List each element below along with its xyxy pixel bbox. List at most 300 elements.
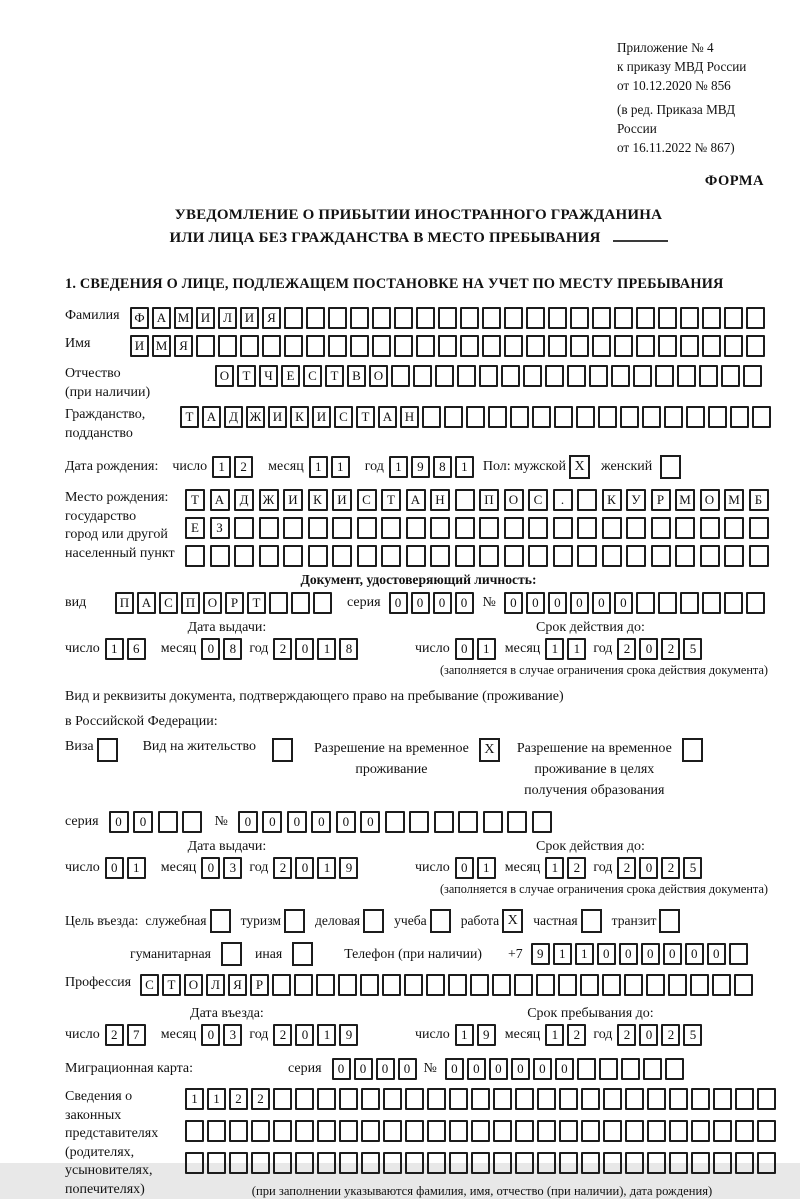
char-cell[interactable] <box>492 974 511 996</box>
char-cell[interactable] <box>576 406 595 428</box>
char-cell[interactable] <box>523 365 542 387</box>
char-cell[interactable]: 2 <box>661 857 680 879</box>
char-cell[interactable]: 0 <box>641 943 660 965</box>
char-cell[interactable] <box>493 1120 512 1142</box>
char-cell[interactable] <box>482 307 501 329</box>
char-cell[interactable]: 0 <box>639 638 658 660</box>
char-cell[interactable] <box>598 406 617 428</box>
char-cell[interactable]: Д <box>234 489 254 511</box>
char-cell[interactable]: А <box>152 307 171 329</box>
char-cell[interactable] <box>515 1120 534 1142</box>
char-cell[interactable]: Д <box>224 406 243 428</box>
char-cell[interactable] <box>690 974 709 996</box>
char-cell[interactable] <box>526 335 545 357</box>
char-cell[interactable]: 2 <box>661 1024 680 1046</box>
char-cell[interactable]: 7 <box>127 1024 146 1046</box>
char-cell[interactable]: Я <box>228 974 247 996</box>
char-cell[interactable]: 0 <box>455 857 474 879</box>
char-cell[interactable] <box>430 517 450 539</box>
char-cell[interactable] <box>471 1088 490 1110</box>
char-cell[interactable] <box>730 406 749 428</box>
char-cell[interactable]: М <box>724 489 744 511</box>
char-cell[interactable] <box>537 1088 556 1110</box>
char-cell[interactable]: 0 <box>262 811 282 833</box>
char-cell[interactable] <box>372 307 391 329</box>
char-cell[interactable] <box>413 365 432 387</box>
char-cell[interactable] <box>381 517 401 539</box>
char-cell[interactable] <box>559 1152 578 1174</box>
char-cell[interactable]: Н <box>400 406 419 428</box>
char-cell[interactable] <box>636 335 655 357</box>
char-cell[interactable]: 1 <box>105 638 124 660</box>
char-cell[interactable]: А <box>378 406 397 428</box>
char-cell[interactable] <box>614 335 633 357</box>
char-cell[interactable] <box>724 517 744 539</box>
char-cell[interactable] <box>532 811 552 833</box>
char-cell[interactable] <box>332 545 352 567</box>
char-cell[interactable]: 0 <box>533 1058 552 1080</box>
char-cell[interactable] <box>449 1152 468 1174</box>
char-cell[interactable] <box>308 517 328 539</box>
char-cell[interactable]: 0 <box>663 943 682 965</box>
char-cell[interactable] <box>625 1088 644 1110</box>
char-cell[interactable] <box>721 365 740 387</box>
char-cell[interactable] <box>713 1120 732 1142</box>
char-cell[interactable] <box>702 335 721 357</box>
char-cell[interactable] <box>553 545 573 567</box>
char-cell[interactable] <box>514 974 533 996</box>
char-cell[interactable]: 9 <box>477 1024 496 1046</box>
char-cell[interactable]: 0 <box>639 857 658 879</box>
char-cell[interactable] <box>554 406 573 428</box>
char-cell[interactable] <box>361 1120 380 1142</box>
purpose-business-checkbox[interactable] <box>363 909 384 933</box>
char-cell[interactable]: 1 <box>455 1024 474 1046</box>
char-cell[interactable]: 0 <box>526 592 545 614</box>
char-cell[interactable] <box>405 1088 424 1110</box>
char-cell[interactable]: И <box>130 335 149 357</box>
char-cell[interactable] <box>158 811 178 833</box>
char-cell[interactable] <box>284 335 303 357</box>
char-cell[interactable]: 0 <box>619 943 638 965</box>
char-cell[interactable]: К <box>602 489 622 511</box>
char-cell[interactable]: О <box>203 592 222 614</box>
char-cell[interactable]: 0 <box>201 638 220 660</box>
char-cell[interactable] <box>185 545 205 567</box>
char-cell[interactable] <box>626 517 646 539</box>
char-cell[interactable] <box>691 1152 710 1174</box>
char-cell[interactable] <box>658 592 677 614</box>
char-cell[interactable] <box>409 811 429 833</box>
char-cell[interactable]: 0 <box>555 1058 574 1080</box>
char-cell[interactable]: 1 <box>545 638 564 660</box>
char-cell[interactable] <box>273 1152 292 1174</box>
char-cell[interactable]: Т <box>237 365 256 387</box>
char-cell[interactable]: 0 <box>489 1058 508 1080</box>
char-cell[interactable] <box>391 365 410 387</box>
char-cell[interactable]: 2 <box>661 638 680 660</box>
char-cell[interactable]: 0 <box>295 857 314 879</box>
char-cell[interactable]: Т <box>381 489 401 511</box>
char-cell[interactable] <box>647 1120 666 1142</box>
char-cell[interactable] <box>361 1088 380 1110</box>
char-cell[interactable]: 0 <box>548 592 567 614</box>
char-cell[interactable] <box>647 1152 666 1174</box>
char-cell[interactable]: У <box>626 489 646 511</box>
char-cell[interactable]: 0 <box>445 1058 464 1080</box>
char-cell[interactable] <box>306 307 325 329</box>
char-cell[interactable] <box>394 335 413 357</box>
char-cell[interactable] <box>272 974 291 996</box>
char-cell[interactable]: 0 <box>360 811 380 833</box>
char-cell[interactable] <box>251 1120 270 1142</box>
char-cell[interactable]: 0 <box>133 811 153 833</box>
char-cell[interactable] <box>713 1088 732 1110</box>
char-cell[interactable] <box>655 365 674 387</box>
char-cell[interactable] <box>504 545 524 567</box>
char-cell[interactable] <box>536 974 555 996</box>
char-cell[interactable] <box>680 335 699 357</box>
char-cell[interactable] <box>251 1152 270 1174</box>
char-cell[interactable] <box>284 307 303 329</box>
char-cell[interactable] <box>658 307 677 329</box>
char-cell[interactable]: М <box>174 307 193 329</box>
char-cell[interactable]: 2 <box>273 857 292 879</box>
char-cell[interactable]: 1 <box>207 1088 226 1110</box>
char-cell[interactable] <box>438 335 457 357</box>
char-cell[interactable] <box>625 1120 644 1142</box>
char-cell[interactable]: 1 <box>567 638 586 660</box>
char-cell[interactable]: 0 <box>467 1058 486 1080</box>
char-cell[interactable]: 8 <box>223 638 242 660</box>
char-cell[interactable]: 9 <box>411 456 430 478</box>
char-cell[interactable] <box>526 307 545 329</box>
char-cell[interactable] <box>426 974 445 996</box>
char-cell[interactable] <box>735 1088 754 1110</box>
char-cell[interactable]: О <box>700 489 720 511</box>
char-cell[interactable]: Ж <box>246 406 265 428</box>
char-cell[interactable] <box>581 1152 600 1174</box>
char-cell[interactable] <box>614 307 633 329</box>
char-cell[interactable] <box>532 406 551 428</box>
char-cell[interactable] <box>479 545 499 567</box>
char-cell[interactable] <box>273 1088 292 1110</box>
char-cell[interactable] <box>449 1120 468 1142</box>
char-cell[interactable] <box>675 545 695 567</box>
char-cell[interactable]: Р <box>225 592 244 614</box>
char-cell[interactable]: П <box>115 592 134 614</box>
char-cell[interactable] <box>708 406 727 428</box>
char-cell[interactable]: Т <box>162 974 181 996</box>
char-cell[interactable]: О <box>369 365 388 387</box>
char-cell[interactable] <box>262 335 281 357</box>
char-cell[interactable]: Т <box>180 406 199 428</box>
char-cell[interactable] <box>317 1152 336 1174</box>
char-cell[interactable] <box>577 517 597 539</box>
char-cell[interactable] <box>743 365 762 387</box>
char-cell[interactable] <box>479 517 499 539</box>
char-cell[interactable]: 2 <box>105 1024 124 1046</box>
char-cell[interactable] <box>471 1120 490 1142</box>
char-cell[interactable]: 8 <box>339 638 358 660</box>
char-cell[interactable] <box>647 1088 666 1110</box>
char-cell[interactable]: 0 <box>336 811 356 833</box>
char-cell[interactable] <box>757 1152 776 1174</box>
char-cell[interactable]: 1 <box>389 456 408 478</box>
char-cell[interactable] <box>577 489 597 511</box>
char-cell[interactable]: 0 <box>707 943 726 965</box>
char-cell[interactable] <box>434 811 454 833</box>
char-cell[interactable]: 6 <box>127 638 146 660</box>
char-cell[interactable]: Ж <box>259 489 279 511</box>
char-cell[interactable] <box>493 1152 512 1174</box>
char-cell[interactable] <box>259 517 279 539</box>
char-cell[interactable] <box>427 1088 446 1110</box>
char-cell[interactable] <box>668 974 687 996</box>
char-cell[interactable]: Б <box>749 489 769 511</box>
char-cell[interactable] <box>559 1088 578 1110</box>
char-cell[interactable] <box>592 335 611 357</box>
char-cell[interactable] <box>383 1088 402 1110</box>
char-cell[interactable]: 0 <box>105 857 124 879</box>
char-cell[interactable]: Ч <box>259 365 278 387</box>
char-cell[interactable] <box>455 489 475 511</box>
char-cell[interactable] <box>444 406 463 428</box>
char-cell[interactable] <box>642 406 661 428</box>
char-cell[interactable]: З <box>210 517 230 539</box>
char-cell[interactable]: 0 <box>295 638 314 660</box>
char-cell[interactable] <box>295 1088 314 1110</box>
char-cell[interactable] <box>602 517 622 539</box>
char-cell[interactable]: 0 <box>570 592 589 614</box>
char-cell[interactable] <box>646 974 665 996</box>
char-cell[interactable] <box>581 1120 600 1142</box>
char-cell[interactable] <box>416 307 435 329</box>
char-cell[interactable] <box>207 1152 226 1174</box>
char-cell[interactable] <box>507 811 527 833</box>
char-cell[interactable]: Т <box>356 406 375 428</box>
char-cell[interactable]: 0 <box>354 1058 373 1080</box>
char-cell[interactable] <box>328 335 347 357</box>
char-cell[interactable] <box>700 545 720 567</box>
char-cell[interactable] <box>515 1088 534 1110</box>
male-checkbox[interactable]: X <box>569 455 590 479</box>
char-cell[interactable] <box>729 943 748 965</box>
purpose-transit-checkbox[interactable] <box>659 909 680 933</box>
char-cell[interactable] <box>746 335 765 357</box>
char-cell[interactable] <box>504 307 523 329</box>
char-cell[interactable]: 9 <box>531 943 550 965</box>
char-cell[interactable] <box>553 517 573 539</box>
char-cell[interactable]: 2 <box>273 1024 292 1046</box>
char-cell[interactable]: 3 <box>223 1024 242 1046</box>
char-cell[interactable] <box>460 335 479 357</box>
char-cell[interactable]: А <box>406 489 426 511</box>
char-cell[interactable] <box>537 1120 556 1142</box>
purpose-study-checkbox[interactable] <box>430 909 451 933</box>
char-cell[interactable]: С <box>357 489 377 511</box>
char-cell[interactable]: 2 <box>251 1088 270 1110</box>
char-cell[interactable]: К <box>290 406 309 428</box>
char-cell[interactable]: Т <box>247 592 266 614</box>
char-cell[interactable] <box>405 1120 424 1142</box>
char-cell[interactable] <box>295 1152 314 1174</box>
char-cell[interactable] <box>317 1120 336 1142</box>
char-cell[interactable] <box>515 1152 534 1174</box>
char-cell[interactable] <box>308 545 328 567</box>
char-cell[interactable] <box>383 1152 402 1174</box>
char-cell[interactable] <box>269 592 288 614</box>
char-cell[interactable] <box>234 545 254 567</box>
char-cell[interactable] <box>240 335 259 357</box>
char-cell[interactable] <box>405 1152 424 1174</box>
char-cell[interactable]: 1 <box>212 456 231 478</box>
char-cell[interactable]: И <box>240 307 259 329</box>
char-cell[interactable]: 2 <box>273 638 292 660</box>
char-cell[interactable] <box>665 1058 684 1080</box>
char-cell[interactable]: 1 <box>317 638 336 660</box>
char-cell[interactable] <box>185 1120 204 1142</box>
char-cell[interactable] <box>691 1120 710 1142</box>
char-cell[interactable]: Л <box>218 307 237 329</box>
char-cell[interactable] <box>427 1152 446 1174</box>
char-cell[interactable]: 0 <box>614 592 633 614</box>
char-cell[interactable] <box>185 1152 204 1174</box>
purpose-official-checkbox[interactable] <box>210 909 231 933</box>
char-cell[interactable] <box>603 1152 622 1174</box>
char-cell[interactable]: 0 <box>376 1058 395 1080</box>
female-checkbox[interactable] <box>660 455 681 479</box>
char-cell[interactable] <box>317 1088 336 1110</box>
residence-permit-checkbox[interactable] <box>272 738 293 762</box>
char-cell[interactable] <box>746 307 765 329</box>
char-cell[interactable]: 0 <box>389 592 408 614</box>
char-cell[interactable] <box>435 365 454 387</box>
char-cell[interactable]: И <box>268 406 287 428</box>
purpose-private-checkbox[interactable] <box>581 909 602 933</box>
char-cell[interactable]: Е <box>185 517 205 539</box>
char-cell[interactable] <box>680 307 699 329</box>
char-cell[interactable] <box>691 1088 710 1110</box>
char-cell[interactable]: М <box>675 489 695 511</box>
char-cell[interactable]: М <box>152 335 171 357</box>
char-cell[interactable] <box>636 592 655 614</box>
char-cell[interactable]: 1 <box>317 1024 336 1046</box>
char-cell[interactable] <box>713 1152 732 1174</box>
char-cell[interactable] <box>501 365 520 387</box>
char-cell[interactable] <box>620 406 639 428</box>
char-cell[interactable]: 9 <box>339 857 358 879</box>
char-cell[interactable] <box>449 1088 468 1110</box>
char-cell[interactable] <box>712 974 731 996</box>
char-cell[interactable]: С <box>303 365 322 387</box>
char-cell[interactable] <box>724 592 743 614</box>
char-cell[interactable]: Н <box>430 489 450 511</box>
char-cell[interactable] <box>602 545 622 567</box>
char-cell[interactable]: 2 <box>617 638 636 660</box>
char-cell[interactable]: 1 <box>545 857 564 879</box>
char-cell[interactable] <box>724 545 744 567</box>
char-cell[interactable]: О <box>215 365 234 387</box>
char-cell[interactable]: 2 <box>617 1024 636 1046</box>
char-cell[interactable] <box>406 517 426 539</box>
char-cell[interactable]: 2 <box>617 857 636 879</box>
char-cell[interactable]: 0 <box>511 1058 530 1080</box>
char-cell[interactable] <box>669 1152 688 1174</box>
char-cell[interactable] <box>621 1058 640 1080</box>
char-cell[interactable] <box>394 307 413 329</box>
char-cell[interactable] <box>470 974 489 996</box>
char-cell[interactable]: И <box>332 489 352 511</box>
char-cell[interactable] <box>372 335 391 357</box>
char-cell[interactable] <box>332 517 352 539</box>
char-cell[interactable]: 0 <box>455 592 474 614</box>
char-cell[interactable] <box>577 1058 596 1080</box>
char-cell[interactable] <box>599 1058 618 1080</box>
char-cell[interactable] <box>339 1120 358 1142</box>
char-cell[interactable]: 1 <box>185 1088 204 1110</box>
char-cell[interactable] <box>504 335 523 357</box>
char-cell[interactable] <box>504 517 524 539</box>
char-cell[interactable] <box>702 307 721 329</box>
char-cell[interactable] <box>295 1120 314 1142</box>
char-cell[interactable] <box>218 335 237 357</box>
char-cell[interactable] <box>294 974 313 996</box>
char-cell[interactable] <box>626 545 646 567</box>
char-cell[interactable] <box>633 365 652 387</box>
char-cell[interactable]: С <box>334 406 353 428</box>
char-cell[interactable] <box>482 335 501 357</box>
char-cell[interactable] <box>483 811 503 833</box>
char-cell[interactable] <box>457 365 476 387</box>
char-cell[interactable]: Ф <box>130 307 149 329</box>
char-cell[interactable] <box>603 1088 622 1110</box>
char-cell[interactable]: И <box>196 307 215 329</box>
char-cell[interactable] <box>466 406 485 428</box>
char-cell[interactable] <box>438 307 457 329</box>
char-cell[interactable] <box>350 307 369 329</box>
char-cell[interactable] <box>273 1120 292 1142</box>
char-cell[interactable]: И <box>312 406 331 428</box>
char-cell[interactable] <box>455 545 475 567</box>
char-cell[interactable] <box>339 1088 358 1110</box>
char-cell[interactable] <box>207 1120 226 1142</box>
char-cell[interactable]: Р <box>250 974 269 996</box>
char-cell[interactable] <box>749 545 769 567</box>
char-cell[interactable] <box>350 335 369 357</box>
char-cell[interactable] <box>416 335 435 357</box>
char-cell[interactable] <box>283 517 303 539</box>
char-cell[interactable] <box>752 406 771 428</box>
char-cell[interactable]: 2 <box>229 1088 248 1110</box>
char-cell[interactable] <box>677 365 696 387</box>
char-cell[interactable] <box>430 545 450 567</box>
char-cell[interactable]: С <box>140 974 159 996</box>
char-cell[interactable] <box>259 545 279 567</box>
char-cell[interactable] <box>196 335 215 357</box>
char-cell[interactable]: А <box>202 406 221 428</box>
char-cell[interactable] <box>548 307 567 329</box>
char-cell[interactable] <box>651 545 671 567</box>
char-cell[interactable] <box>699 365 718 387</box>
char-cell[interactable] <box>570 307 589 329</box>
char-cell[interactable]: А <box>137 592 156 614</box>
char-cell[interactable] <box>537 1152 556 1174</box>
char-cell[interactable] <box>210 545 230 567</box>
char-cell[interactable] <box>357 517 377 539</box>
char-cell[interactable] <box>570 335 589 357</box>
char-cell[interactable]: 9 <box>339 1024 358 1046</box>
